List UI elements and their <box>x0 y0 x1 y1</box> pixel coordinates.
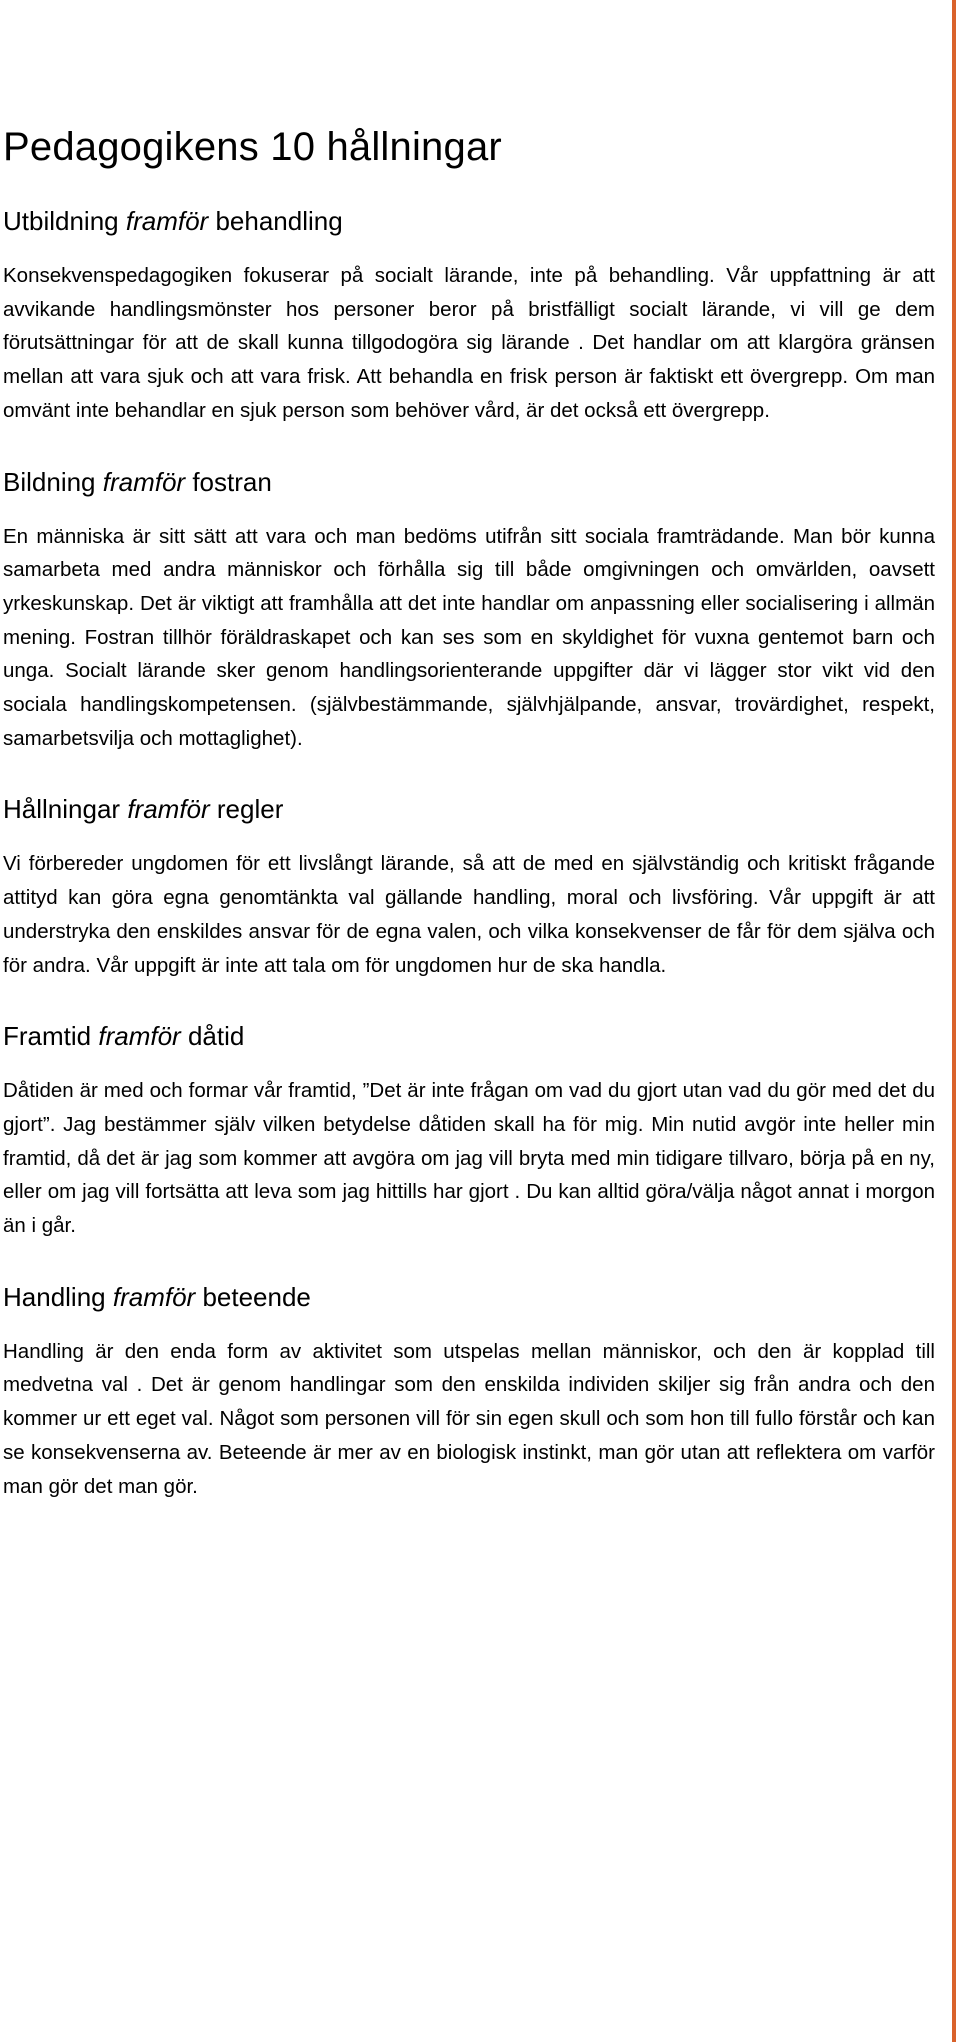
heading-tail: beteende <box>202 1281 311 1312</box>
section-framtid <box>3 1020 935 1243</box>
heading-emphasis: framför <box>112 1281 196 1312</box>
section-body: Handling är den enda form av aktivitet som utspelas mellan människor, och den är kopplad till medvetna val . Det är genom handlingar som den enskilda individen skiljer sig från andra och den kommer ur ett eget val. Något som personen vill för sin egen skull och som hon till fullo förstår och kan se konsekvenserna av. Beteende är mer av en biologisk instinkt, man gör utan att reflektera om varför man gör det man gör. <box>3 1339 935 1498</box>
section-heading <box>3 793 935 825</box>
section-handling <box>3 1281 935 1504</box>
section-utbildning <box>3 205 935 428</box>
section-body: Konsekvenspedagogiken fokuserar på socialt lärande, inte på behandling. Vår uppfattning är att avvikande handlingsmönster hos personer beror på bristfälligt socialt lärande, vi vill ge dem förutsättningar för att de skall kunna tillgodogöra sig lärande . Det handlar om att klargöra gränsen mellan att vara sjuk och att vara frisk. Att behandla en frisk person är faktiskt ett övergrepp. Om man omvänt inte behandlar en sjuk person som behöver vård, är det också ett övergrepp. <box>3 264 935 422</box>
heading-lead: Hållningar <box>3 794 121 825</box>
section-body: En människa är sitt sätt att vara och man bedöms utifrån sitt sociala framträdande. Man bör kunna samarbeta med andra människor och förhålla sig till både omgivningen och omvärlden, oavsett yrkeskunskap. Det är viktigt att framhålla att det inte handlar om anpassning eller socialisering i allmän mening. Fostran tillhör föräldraskapet och kan ses som en skyldighet för vuxna gentemot barn och unga. Socialt lärande sker genom handlingsorienterande uppgifter där vi lägger stor vikt vid den sociala handlingskompetensen. (självbestämmande, självhjälpande, ansvar, trovärdighet, respekt, samarbetsvilja och mottaglighet). <box>3 524 935 750</box>
page-right-border <box>952 0 956 2042</box>
heading-tail: fostran <box>192 466 272 497</box>
heading-emphasis: framför <box>127 794 210 825</box>
heading-emphasis: framför <box>102 466 186 497</box>
heading-tail: regler <box>216 794 284 825</box>
heading-tail: dåtid <box>187 1021 245 1052</box>
section-heading <box>3 1020 935 1052</box>
heading-tail: behandling <box>215 206 343 236</box>
heading-lead: Bildning <box>3 466 96 497</box>
heading-emphasis: framför <box>125 206 209 236</box>
document-page <box>3 124 935 1541</box>
section-body: Vi förbereder ungdomen för ett livslångt lärande, så att de med en självständig och kritiskt frågande attityd kan göra egna genomtänkta val gällande handling, moral och livsföring. Vår uppgift är att understryka den enskildes ansvar för de egna valen, och vilka konsekvenser de får för dem själva och för andra. Vår uppgift är inte att tala om för ungdomen hur de ska handla. <box>3 852 935 977</box>
section-heading <box>3 1281 935 1313</box>
section-heading <box>3 205 935 237</box>
heading-lead: Handling <box>3 1281 106 1312</box>
section-bildning <box>3 466 935 756</box>
heading-emphasis: framför <box>98 1021 181 1052</box>
heading-lead: Framtid <box>3 1021 92 1052</box>
section-hallningar <box>3 793 935 982</box>
document-title: Pedagogikens 10 hållningar <box>3 125 502 169</box>
heading-lead: Utbildning <box>3 206 119 236</box>
section-heading <box>3 466 935 498</box>
section-body: Dåtiden är med och formar vår framtid, ”Det är inte frågan om vad du gjort utan vad du gör med det du gjort”. Jag bestämmer själv vilken betydelse dåtiden skall ha för mig. Min nutid avgör inte heller min framtid, då det är jag som kommer att avgöra om jag vill bryta med min tidigare tillvaro, börja på en ny, eller om jag vill fortsätta att leva som jag hittills har gjort . Du kan alltid göra/välja något annat i morgon än i går. <box>3 1079 935 1238</box>
